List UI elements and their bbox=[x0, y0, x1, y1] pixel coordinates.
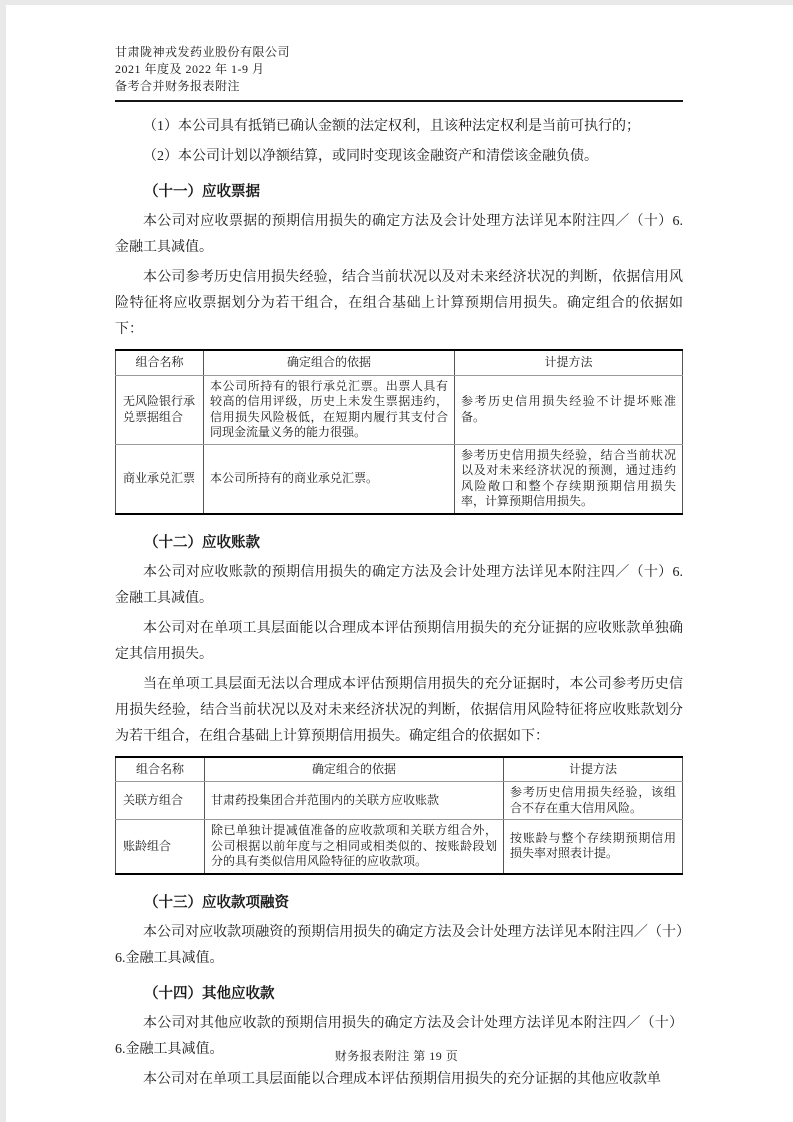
column-header-portfolio-basis: 确定组合的依据 bbox=[205, 757, 504, 782]
table-cell: 除已单独计提减值准备的应收款项和关联方组合外，公司根据以前年度与之相同或相类似的、按账龄段划分的具有类似信用风险特征的应收款项。 bbox=[205, 820, 504, 874]
table-cell: 商业承兑汇票 bbox=[116, 444, 204, 514]
doc-header-title: 备考合并财务报表附注 bbox=[115, 79, 241, 93]
table-cell: 本公司所持有的银行承兑汇票。出票人具有较高的信用评级，历史上未发生票据违约，信用损失风险极低，在短期内履行其支付合同现金流量义务的能力很强。 bbox=[204, 375, 455, 444]
paragraph: 本公司对应收款项融资的预期信用损失的确定方法及会计处理方法详见本附注四／（十）6.金融工具减值。 bbox=[115, 924, 683, 966]
table-cell: 甘肃药投集团合并范围内的关联方应收账款 bbox=[205, 782, 504, 820]
table-row bbox=[116, 782, 683, 820]
section-heading: （十一）应收票据 bbox=[144, 184, 260, 200]
section-heading: （十二）应收账款 bbox=[144, 534, 260, 551]
table-row bbox=[116, 444, 683, 514]
column-header-portfolio-name: 组合名称 bbox=[116, 350, 204, 375]
column-header-provision-method: 计提方法 bbox=[504, 757, 683, 782]
column-header-portfolio-basis: 确定组合的依据 bbox=[204, 350, 455, 375]
table-cell: 本公司所持有的商业承兑汇票。 bbox=[204, 444, 455, 514]
document-content bbox=[115, 114, 683, 1093]
table-row bbox=[116, 820, 683, 874]
paragraph: 本公司对应收账款的预期信用损失的确定方法及会计处理方法详见本附注四／（十）6.金融工具减值。 bbox=[115, 564, 683, 606]
table-cell: 参考历史信用损失经验，结合当前状况以及对未来经济状况的预测，通过违约风险敞口和整个存续期预期信用损失率，计算预期信用损失。 bbox=[455, 444, 683, 514]
table-row bbox=[116, 375, 683, 444]
page-footer bbox=[0, 1047, 793, 1064]
column-header-provision-method: 计提方法 bbox=[455, 350, 683, 375]
table-cell: 关联方组合 bbox=[116, 782, 205, 820]
section-accounts-receivable bbox=[115, 530, 683, 881]
table-cell: 账龄组合 bbox=[116, 820, 205, 874]
section-notes-receivable bbox=[115, 179, 683, 521]
paragraph: 本公司对其他应收款的预期信用损失的确定方法及会计处理方法详见本附注四／（十）6.金融工具减值。 bbox=[115, 1015, 683, 1057]
section-receivables-financing bbox=[115, 890, 683, 972]
paragraph: 当在单项工具层面无法以合理成本评估预期信用损失的充分证据时，本公司参考历史信用损失经验，结合当前状况以及对未来经济状况的判断，依据信用风险特征将应收账款划分为若干组合，在组合基础上计算预期信用损失。确定组合的依据如下： bbox=[115, 676, 683, 744]
notes-receivable-portfolio-table bbox=[115, 349, 683, 515]
doc-header-period: 2021 年度及 2022 年 1-9 月 bbox=[115, 62, 265, 76]
doc-header bbox=[115, 44, 683, 102]
table-cell: 按账龄与整个存续期预期信用损失率对照表计提。 bbox=[504, 820, 683, 874]
doc-header-company: 甘肃陇神戎发药业股份有限公司 bbox=[115, 45, 291, 59]
table-header-row bbox=[116, 350, 683, 375]
table-header-row bbox=[116, 757, 683, 782]
intro-item-2: （2）本公司计划以净额结算，或同时变现该金融资产和清偿该金融负债。 bbox=[143, 149, 598, 164]
column-header-portfolio-name: 组合名称 bbox=[116, 757, 205, 782]
accounts-receivable-portfolio-table bbox=[115, 756, 683, 875]
paragraph: 本公司对在单项工具层面能以合理成本评估预期信用损失的充分证据的其他应收款单 bbox=[143, 1071, 661, 1087]
intro-item-1: （1）本公司具有抵销已确认金额的法定权利，且该种法定权利是当前可执行的； bbox=[143, 119, 640, 134]
section-heading: （十三）应收款项融资 bbox=[144, 894, 289, 911]
section-other-receivables bbox=[115, 981, 683, 1093]
table-cell: 无风险银行承兑票据组合 bbox=[116, 375, 204, 444]
paragraph: 本公司对应收票据的预期信用损失的确定方法及会计处理方法详见本附注四／（十）6.金融工具减值。 bbox=[115, 214, 683, 255]
paragraph: 本公司对在单项工具层面能以合理成本评估预期信用损失的充分证据的应收账款单独确定其信用损失。 bbox=[115, 620, 683, 662]
section-heading: （十四）其他应收款 bbox=[144, 985, 275, 1002]
page-number-text: 财务报表附注 第 19 页 bbox=[334, 1049, 459, 1063]
table-cell: 参考历史信用损失经验，该组合不存在重大信用风险。 bbox=[504, 782, 683, 820]
paragraph: 本公司参考历史信用损失经验，结合当前状况以及对未来经济状况的判断，依据信用风险特征将应收票据划分为若干组合，在组合基础上计算预期信用损失。确定组合的依据如下： bbox=[115, 270, 683, 337]
table-cell: 参考历史信用损失经验不计提坏账准备。 bbox=[455, 375, 683, 444]
